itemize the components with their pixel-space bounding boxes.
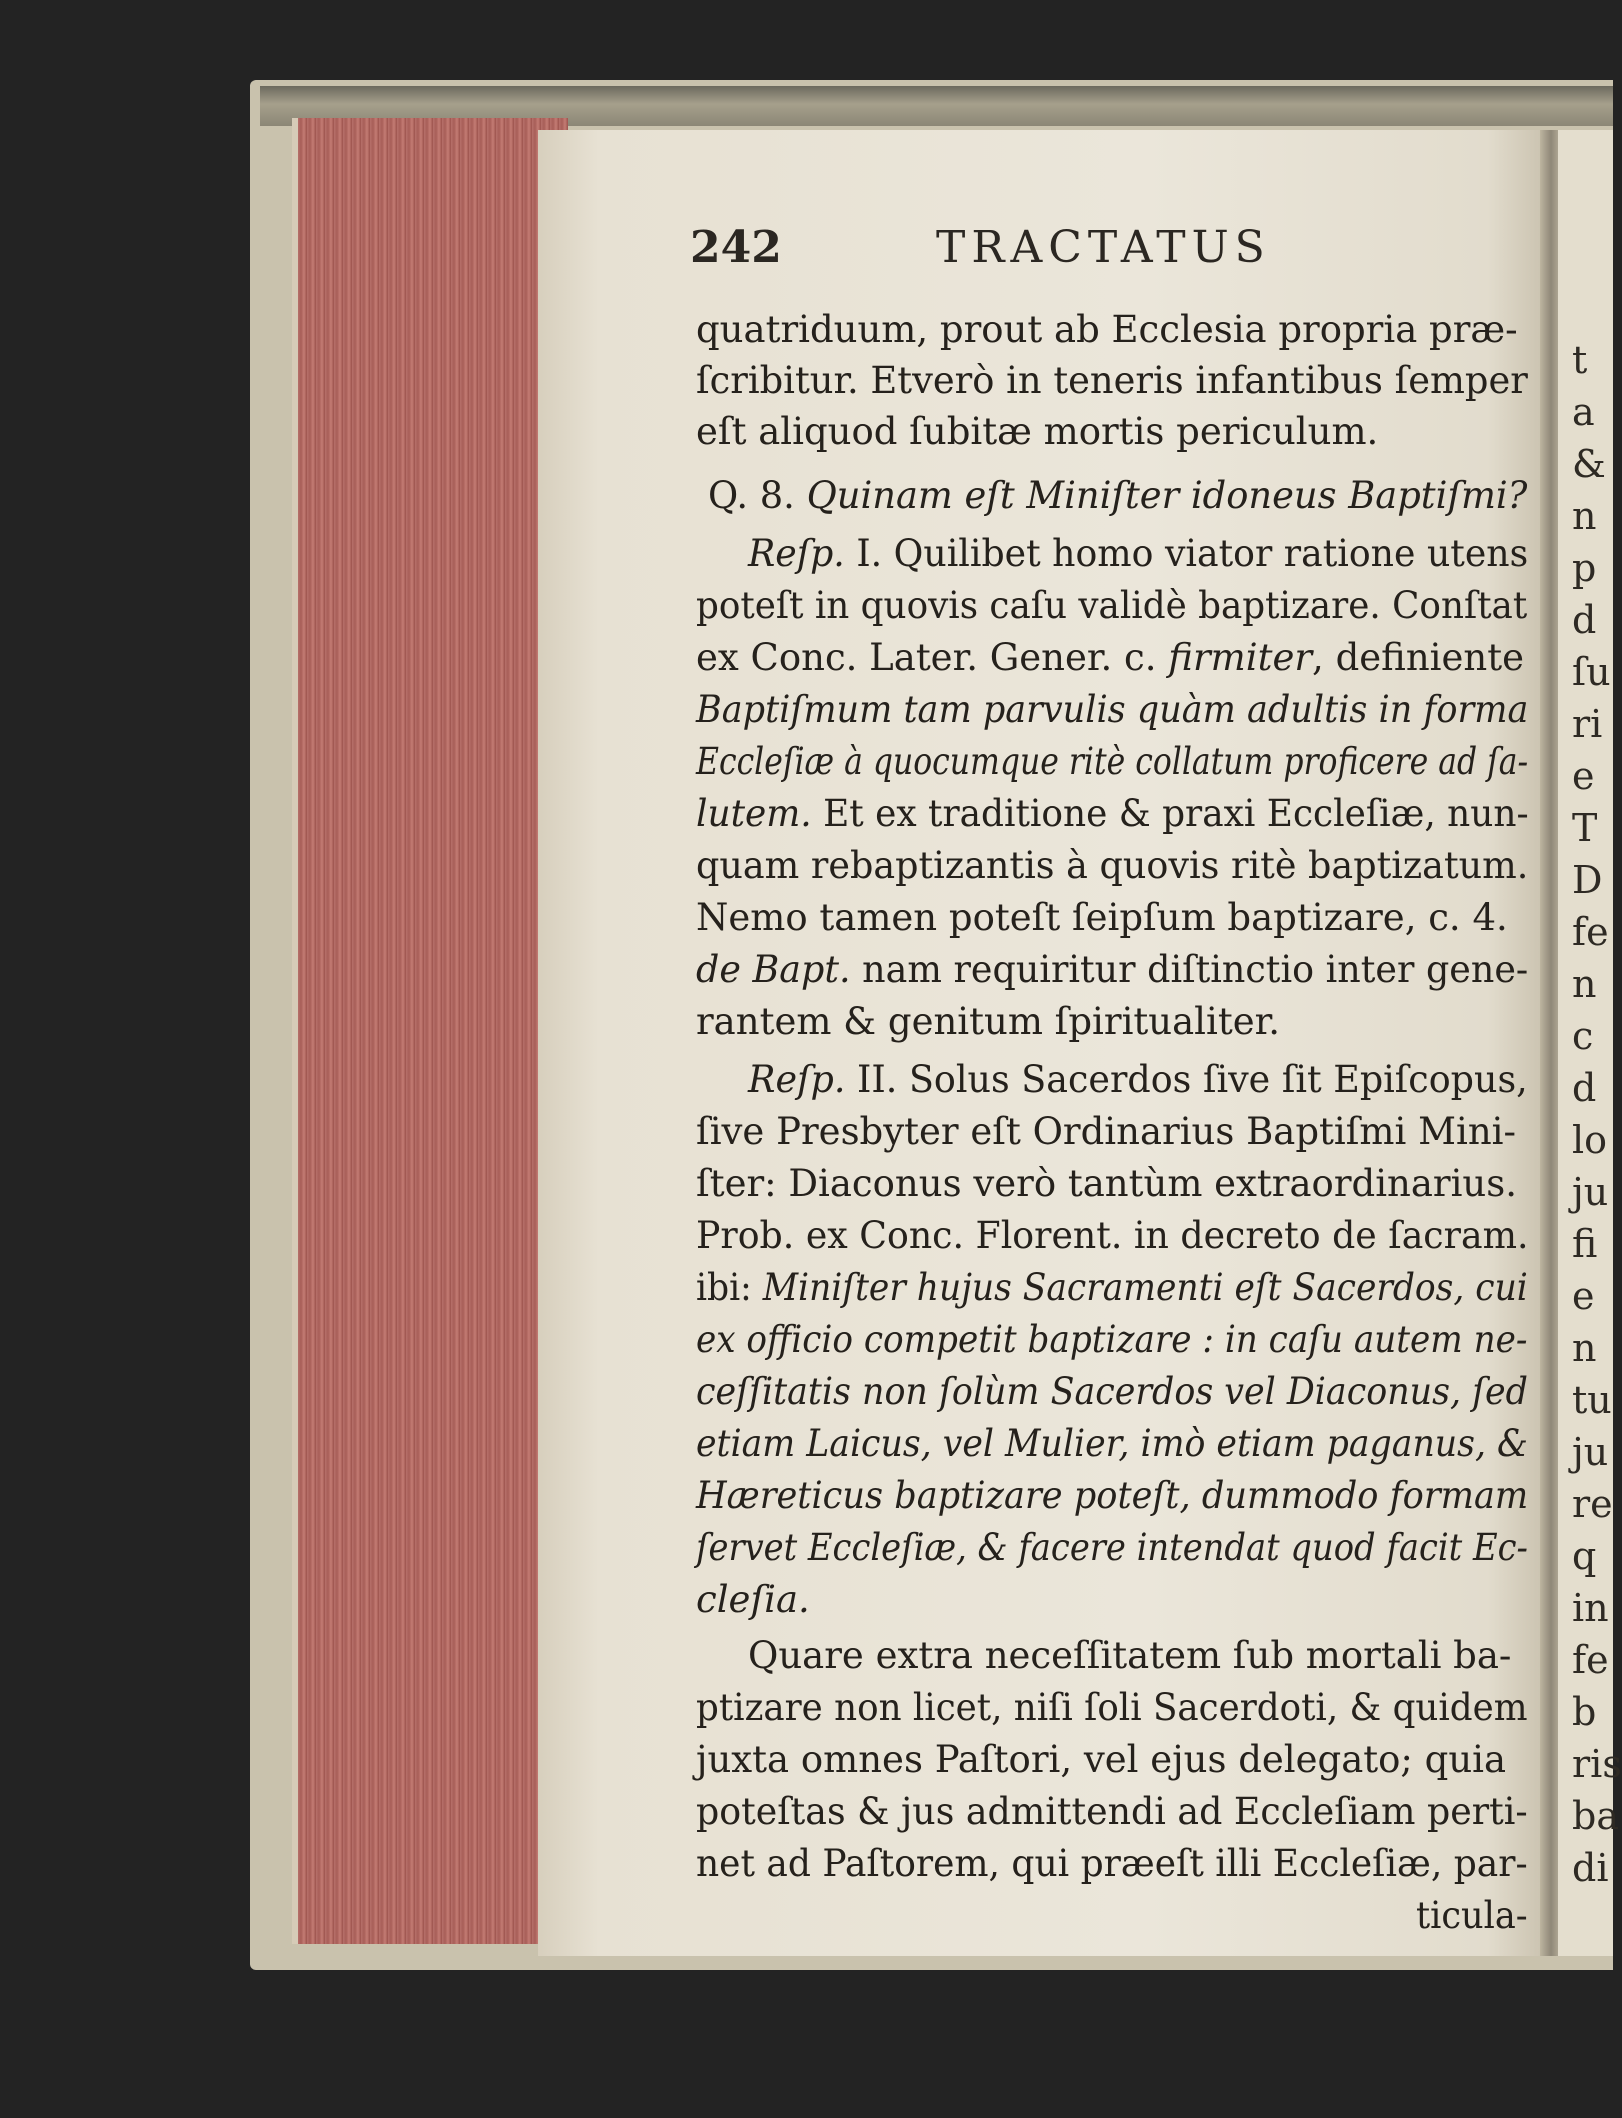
italic-text-segment: ex officio competit baptizare : in caſu autem ne-: [696, 1318, 1528, 1361]
text-line: [696, 996, 1280, 1048]
italic-text-segment: de Bapt.: [696, 948, 851, 991]
text-line: [696, 1682, 1528, 1734]
text-line: [696, 944, 1528, 996]
text-line: [696, 1106, 1516, 1158]
facing-page-fragment: tu: [1572, 1378, 1612, 1422]
text-segment: net ad Paſtorem, qui præeſt illi Eccleſiæ, par-: [696, 1842, 1528, 1885]
facing-page-fragment: lo: [1572, 1118, 1608, 1162]
facing-page-fragment: e: [1572, 1274, 1595, 1318]
facing-page-fragment: ris: [1572, 1742, 1622, 1786]
facing-page-fragment: fe: [1572, 910, 1609, 954]
facing-page-fragment: e: [1572, 754, 1595, 798]
facing-page: [1558, 130, 1622, 1956]
text-line: [748, 1054, 1528, 1106]
text-line: [696, 355, 1528, 407]
facing-page-fragment: fe: [1572, 1638, 1609, 1682]
italic-text-segment: Eccleſiæ à quocumque ritè collatum proficere ad ſa-: [696, 740, 1529, 783]
facing-page-fragment: ba: [1572, 1794, 1619, 1838]
text-line: [696, 892, 1508, 944]
italic-text-segment: lutem.: [696, 792, 812, 835]
text-line: [696, 1838, 1528, 1890]
text-segment: II. Solus Sacerdos ſive ſit Epiſcopus,: [845, 1058, 1528, 1101]
italic-text-segment: Miniſter hujus Sacramenti eſt Sacerdos, cui: [762, 1266, 1528, 1309]
italic-text-segment: ceſſitatis non ſolùm Sacerdos vel Diaconus, ſed: [696, 1370, 1528, 1413]
text-line: [696, 304, 1518, 356]
italic-text-segment: Reſp.: [748, 1058, 846, 1101]
text-line: [696, 1262, 1528, 1314]
text-segment: ſive Presbyter eſt Ordinarius Baptiſmi Mini-: [696, 1110, 1516, 1153]
facing-page-fragment: t: [1572, 338, 1588, 382]
facing-page-fragment: q: [1572, 1534, 1597, 1578]
text-segment: Prob. ex Conc. Florent. in decreto de ſacram.: [696, 1214, 1529, 1257]
page-number: 242: [690, 222, 782, 273]
facing-page-fragment: ri: [1572, 702, 1603, 746]
facing-page-fragment: d: [1572, 598, 1597, 642]
text-segment: Q. 8.: [708, 474, 807, 517]
text-segment: poteſt in quovis caſu validè baptizare. Conſtat: [696, 584, 1528, 627]
facing-page-fragment: ju: [1572, 1430, 1609, 1474]
facing-page-fragment: p: [1572, 546, 1597, 590]
text-segment: Quare extra neceſſitatem ſub mortali ba-: [748, 1634, 1512, 1677]
text-segment: ex Conc. Later. Gener. c.: [696, 636, 1169, 679]
text-segment: juxta omnes Paſtori, vel ejus delegato; quia: [696, 1738, 1507, 1781]
text-segment: ſter: Diaconus verò tantùm extraordinarius.: [696, 1162, 1518, 1205]
text-line: [696, 1734, 1506, 1786]
text-line: [696, 684, 1528, 736]
text-line: [696, 580, 1527, 632]
text-segment: nam requiritur diſtinctio inter gene-: [850, 948, 1529, 991]
italic-text-segment: cleſia.: [696, 1578, 810, 1621]
facing-page-fragment: c: [1572, 1014, 1594, 1058]
facing-page-fragment: n: [1572, 494, 1597, 538]
facing-page-fragment: n: [1572, 1326, 1597, 1370]
italic-text-segment: etiam Laicus, vel Mulier, imò etiam paganus, &: [696, 1422, 1528, 1465]
text-segment: ptizare non licet, niſi ſoli Sacerdoti, & quidem: [696, 1686, 1528, 1729]
facing-page-fragment: b: [1572, 1690, 1597, 1734]
facing-page-fragment: a: [1572, 390, 1595, 434]
text-segment: eſt aliquod ſubitæ mortis periculum.: [696, 410, 1379, 453]
text-line: [696, 1574, 810, 1626]
text-segment: ibi:: [696, 1266, 763, 1309]
text-line: [696, 840, 1528, 892]
italic-text-segment: Baptiſmum tam parvulis quàm adultis in forma: [696, 688, 1529, 731]
text-line: [696, 788, 1529, 840]
text-line: [696, 406, 1378, 458]
text-segment: quam rebaptizantis à quovis ritè baptizatum.: [696, 844, 1529, 887]
facing-page-fragment: in: [1572, 1586, 1609, 1630]
text-line: [708, 470, 1527, 522]
facing-page-fragment: &: [1572, 442, 1606, 486]
text-line: [696, 1158, 1517, 1210]
text-line: [696, 1418, 1528, 1470]
text-line: [748, 528, 1528, 580]
text-segment: poteſtas & jus admittendi ad Eccleſiam perti-: [696, 1790, 1528, 1833]
facing-page-fragment: re: [1572, 1482, 1613, 1526]
text-segment: I. Quilibet homo viator ratione utens: [844, 532, 1529, 575]
italic-text-segment: firmiter: [1168, 636, 1313, 679]
red-page-edges: [292, 118, 568, 1944]
running-title: TRACTATUS: [936, 222, 1271, 273]
facing-page-fragment: d: [1572, 1066, 1597, 1110]
facing-page-fragment: ſu: [1572, 650, 1611, 694]
text-line: [696, 1522, 1528, 1574]
facing-page-fragment: fi: [1572, 1222, 1598, 1266]
page-text: [696, 304, 1528, 1954]
text-segment: , definiente: [1312, 636, 1524, 679]
text-line: [1416, 1890, 1528, 1942]
text-segment: ſcribitur. Etverò in teneris infantibus ſemper: [696, 359, 1528, 402]
italic-text-segment: Hæreticus baptizare poteſt, dummodo formam: [696, 1474, 1529, 1517]
italic-text-segment: Reſp.: [748, 532, 845, 575]
facing-page-fragment: ju: [1572, 1170, 1609, 1214]
text-line: [696, 1470, 1528, 1522]
text-segment: Nemo tamen poteſt ſeipſum baptizare, c. 4.: [696, 896, 1508, 939]
facing-page-fragment: T: [1572, 806, 1598, 850]
text-segment: quatriduum, prout ab Ecclesia propria præ-: [696, 308, 1518, 351]
text-segment: Et ex traditione & praxi Eccleſiæ, nun-: [811, 792, 1529, 835]
text-line: [696, 1210, 1528, 1262]
text-line: [696, 736, 1528, 788]
text-line: [696, 1786, 1528, 1838]
text-line: [748, 1630, 1511, 1682]
text-line: [696, 632, 1524, 684]
text-segment: ticula-: [1416, 1894, 1528, 1937]
italic-text-segment: Quinam eſt Miniſter idoneus Baptiſmi?: [806, 474, 1528, 517]
text-line: [696, 1366, 1528, 1418]
text-line: [696, 1314, 1528, 1366]
facing-page-fragment: di: [1572, 1846, 1609, 1890]
facing-page-fragment: n: [1572, 962, 1597, 1006]
text-segment: rantem & genitum ſpiritualiter.: [696, 1000, 1280, 1043]
facing-page-fragment: D: [1572, 858, 1603, 902]
italic-text-segment: ſervet Eccleſiæ, & facere intendat quod facit Ec-: [696, 1526, 1528, 1569]
